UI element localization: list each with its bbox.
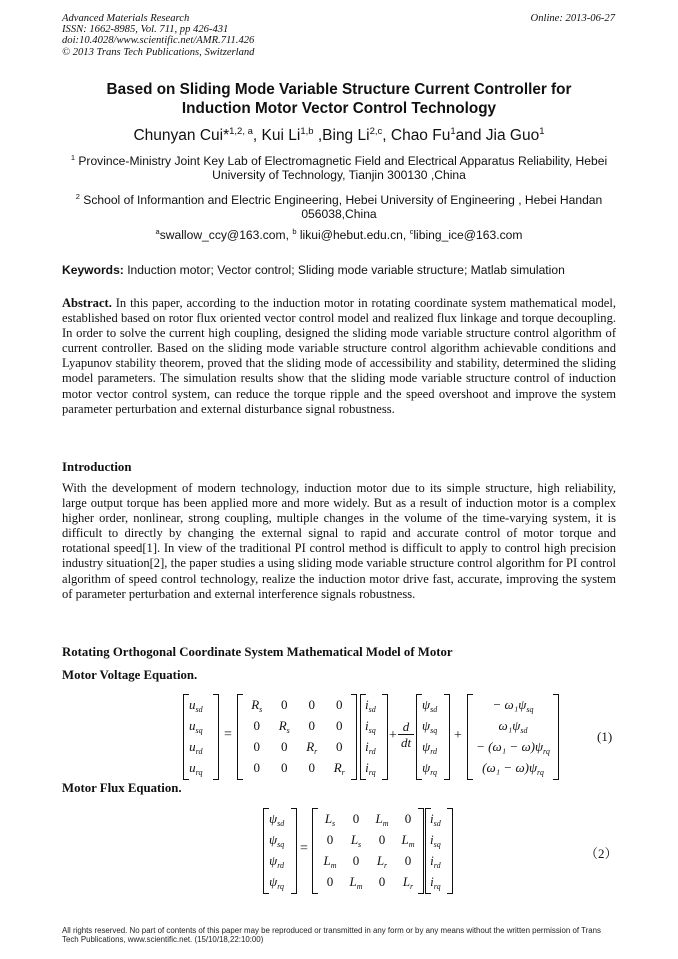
- doi: doi:10.4028/www.scientific.net/AMR.711.426: [62, 35, 255, 47]
- introduction-text: With the development of modern technology, induction motor due to its simple structure, high reliability, large output torque has been applied more and more widely. But as a result of induction motor is a complex higher order, nonlinear, strong coupling, multiple changes in the volume of the time-varying system, it is difficult to directly by changing the external signal to rapid and accurate control of motor torque and rotational speed[1]. In view of the traditional PI control method is difficult to apply to control high precision industry situation[2], the paper studies a using sliding mode variable structure control algorithm for PI control algorithm of speed control technology, realize the induction motor drive fast, accurate, improving the system of parameter perturbation and external interference signals robustness.: [62, 481, 616, 601]
- issn: ISSN: 1662-8985, Vol. 711, pp 426-431: [62, 24, 229, 36]
- author: Kui Li$^{1,b}$ ,: [261, 126, 323, 144]
- equation-2: $\psi_{sd}$ $\psi_{sq}$ $\psi_{rd}$ $\psi_{rq}$ = $L_s$ 0 $L_m$ 0 0 $L_s$ 0 $L_m$ $L_m$ 0 $L_r$ 0 0 $L_m$ 0 $L_r$ $i_{sd}$ $i_{sq}$ $i_{rd}$ $i_{rq}$ （2）: [0, 0, 678, 959]
- copyright: © 2013 Trans Tech Publications, Switzerland: [62, 46, 255, 58]
- abstract-text: In this paper, according to the induction motor in rotating coordinate system mathematical model, established based on rotor flux oriented vector control model and realized flux linkage and torque decoupling. In order to solve the current high coupling, designed the sliding mode variable structure control algorithm of current controller. Based on the sliding mode variable structure control algorithm achievable conditions and Lyapunov stability theorem, proved that the sliding mode of accessibility and stability, determined the sliding model parameters. The simulation results show that the sliding mode variable structure control of induction motor vector control system, can reduce the torque ripple and the speed overshoot and improve the system parameter perturbation and external disturbance signal robustness.: [62, 296, 616, 416]
- email-link[interactable]: swallow_ccy@163.com,: [159, 228, 293, 242]
- affiliation-2: $^2$ School of Informantion and Electric Engineering, Hebei University of Engineering , Hebei Handan 056038,China: [75, 192, 603, 222]
- author: Jia Guo$^1$: [485, 126, 545, 144]
- section-heading-model: Rotating Orthogonal Coordinate System Mathematical Model of Motor: [62, 645, 453, 659]
- current-vector: $i_{sd}$ $i_{sq}$ $i_{rd}$ $i_{rq}$: [360, 694, 388, 780]
- author: Bing Li$^{2,c}$,: [322, 126, 391, 144]
- author: Chao Fu$^1$and: [390, 126, 486, 144]
- title-line-2: Induction Motor Vector Control Technology: [181, 100, 497, 117]
- flux-vector: $\psi_{sd}$ $\psi_{sq}$ $\psi_{rd}$ $\psi_{rq}$: [263, 808, 297, 894]
- author: Chunyan Cui*$^{1,2, a}$,: [133, 126, 262, 144]
- keywords-text: Induction motor; Vector control; Sliding mode variable structure; Matlab simulation: [123, 263, 565, 277]
- copyright-footer: [62, 926, 616, 944]
- journal-name: Advanced Materials Research: [62, 13, 190, 24]
- inductance-matrix: $L_s$ 0 $L_m$ 0 0 $L_s$ 0 $L_m$ $L_m$ 0 $L_r$ 0 0 $L_m$ 0 $L_r$: [312, 808, 424, 894]
- voltage-vector: $u_{sd}$ $u_{sq}$ $u_{rd}$ $u_{rq}$: [183, 694, 219, 780]
- email-link[interactable]: likui@hebut.edu.cn,: [296, 228, 410, 242]
- paper-title: [62, 80, 616, 118]
- affiliation-1: $^1$ Province-Ministry Joint Key Lab of Electromagnetic Field and Electrical Apparatus Reliability, Hebei University of Technology, Tianjin 300130 ,China: [70, 153, 608, 183]
- keywords-label: Keywords:: [62, 263, 124, 277]
- journal-header: [62, 13, 254, 58]
- email-link[interactable]: libing_ice@163.com: [413, 228, 523, 242]
- section-heading-introduction: Introduction: [62, 460, 132, 474]
- equation-number: (1): [597, 729, 613, 744]
- subheading-flux-equation: Motor Flux Equation.: [62, 781, 182, 795]
- subheading-voltage-equation: Motor Voltage Equation.: [62, 668, 198, 682]
- abstract: [62, 296, 616, 417]
- author-list: [62, 127, 616, 145]
- current-vector: $i_{sd}$ $i_{sq}$ $i_{rd}$ $i_{rq}$: [425, 808, 453, 894]
- title-line-1: Based on Sliding Mode Variable Structure Current Controller for: [106, 81, 572, 98]
- equation-1: $u_{sd}$ $u_{sq}$ $u_{rd}$ $u_{rq}$ = $R_s$ 0 0 0 0 $R_s$ 0 0 0 0 $R_r$ 0 0 0 0 $R_r$ $i_{sd}$ $i_{sq}$ $i_{rd}$ $i_{rq}$ + $\frac{d}{dt}$ $\psi_{sd}$ $\psi_{sq}$ $\psi_{rd}$ $\psi_{rq}$ + − $\omega_1\psi_{sq}$ $\omega_1\psi_{sd}$ − $(\omega_1 - \omega)\psi_{rq}$ $(\omega_1 - \omega)\psi_{rq}$ (1): [0, 0, 678, 959]
- coupling-vector: − $\omega_1\psi_{sq}$ $\omega_1\psi_{sd}$ − $(\omega_1 - \omega)\psi_{rq}$ $(\omega_1 - \omega)\psi_{rq}$: [467, 694, 559, 780]
- keywords: [62, 263, 616, 277]
- footer-line-1: All rights reserved. No part of contents of this paper may be reproduced or transmitted in any form or by any means without the written permission of Trans: [62, 926, 602, 935]
- flux-vector: $\psi_{sd}$ $\psi_{sq}$ $\psi_{rd}$ $\psi_{rq}$: [416, 694, 450, 780]
- online-date: Online: 2013-06-27: [530, 13, 615, 24]
- abstract-label: Abstract.: [62, 296, 112, 310]
- footer-line-2: Tech Publications, www.scientific.net. (15/10/18,22:10:00): [62, 935, 264, 944]
- author-emails: $^a$swallow_ccy@163.com, $^b$ likui@hebut.edu.cn, $^c$libing_ice@163.com: [155, 227, 523, 242]
- resistance-matrix: $R_s$ 0 0 0 0 $R_s$ 0 0 0 0 $R_r$ 0 0 0 0 $R_r$: [237, 694, 357, 780]
- equation-number: （2）: [585, 846, 618, 861]
